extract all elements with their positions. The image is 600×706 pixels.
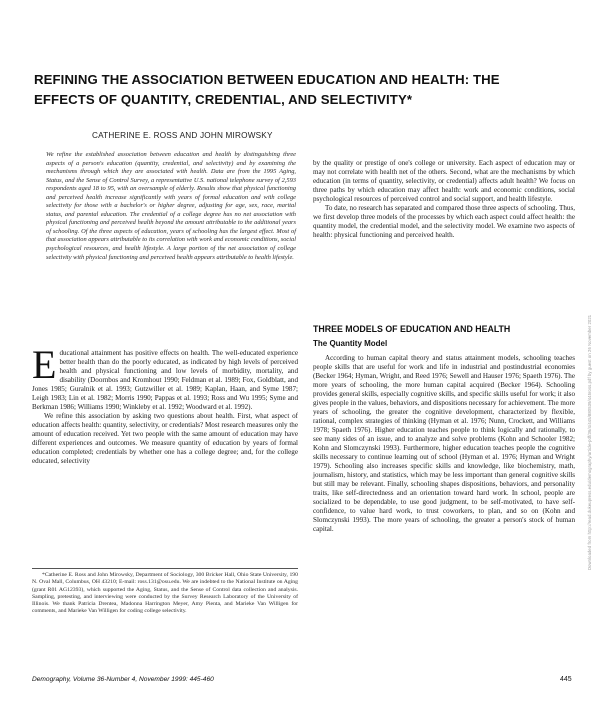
right-column-top xyxy=(313,159,575,240)
journal-citation: Demography, Volume 36-Number 4, November 1999: 445-460 xyxy=(32,676,214,683)
page-number: 445 xyxy=(560,676,572,683)
subsection-heading: The Quantity Model xyxy=(313,339,388,348)
drop-cap: E xyxy=(32,342,57,387)
intro-paragraph-text: ducational attainment has positive effects on health. The well-educated experience better health than do the poorly educated, as indicated by high levels of perceived health and physical functioning and low levels of morbidity, mortality, and disability (Doornbos and Kromhout 1990; Feldman et al. 1989; Fox, Goldblatt, and Jones 1985; Guralnik et al. 1993; Gutzwiller et al. 1989; Kaplan, Haan, and Syme 1987; Leigh 1983; Lin et al. 1982; Morris 1990; Pappas et al. 1993; Ross and Wu 1995; Syme and Berkman 1986; Williams 1990; Winkleby et al. 1992; Woodward et al. 1992). xyxy=(32,349,298,411)
intro-paragraph xyxy=(32,342,298,412)
title-footnote-marker: * xyxy=(406,92,413,107)
download-watermark xyxy=(584,140,596,570)
footnote-divider xyxy=(32,568,298,569)
right-paragraph-1: by the quality or prestige of one's college or university. Each aspect of education may or may not correlate with health net of the others. Second, what are the mechanisms by which education (in terms of quantity, selectivity, or credential) affects adult health? We focus on three paths by which education may affect health: work and economic conditions, social psychological resources of perceived control and social support, and health lifestyle. xyxy=(313,159,575,203)
left-column xyxy=(32,342,298,466)
section-heading: THREE MODELS OF EDUCATION AND HEALTH xyxy=(313,324,511,334)
right-paragraph-2: To date, no research has separated and compared those three aspects of schooling. Thus, we first develop three models of the processes by which each aspect could affect health: the quantity model, the credential model, and the selectivity model. We examine two aspects of health: physical functioning and perceived health. xyxy=(313,203,575,239)
article-title xyxy=(34,70,534,110)
quantity-model-paragraph: According to human capital theory and status attainment models, schooling teaches people skills that are useful for work and life in industrial and postindustrial economies (Becker 1964; Hyman, Wright, and Reed 1976; Sewell and Hauser 1976; Spaeth 1976). The more years of schooling, the more human capital acquired (Becker 1964). Schooling provides general skills, especially cognitive skills, and specific skills useful for work; it also gives people in the values, behaviors, and dispositions necessary for achievement. The more years of schooling, the greater the cognitive development, characterized by flexible, rational, complex strategies of thinking (Hyman et al. 1976; Nunn, Crockett, and Williams 1978; Spaeth 1976). Higher education teaches people to think logically and rationally, to see many sides of an issue, and to analyze and solve problems (Kohn and Schooler 1982; Kohn and Slomczynski 1993). Furthermore, higher education teaches people the cognitive skills necessary to continue learning out of school (Hyman et al. 1976; Hyman and Wright 1979). Schooling also increases specific skills and knowledge, like biochemistry, math, journalism, history, and statistics, which may be less important than general cognitive skills but still may be relevant. Finally, schooling shapes dispositions, behaviors, and personality traits, like self-directedness and an orientation toward hard work. In school, people are socialized to be dependable, to use good judgment, to be self-motivated, to have self-confidence, to value hard work, to trust coworkers, to plan, and so on (Kohn and Slomczynski 1993). The more years of schooling, the greater a person's stock of human capital. xyxy=(313,354,575,533)
download-watermark-text: Downloaded from http://read.dukeupress.edu/demography/article-pdf/36/4/445/880539/445ross.pdf by guest on 26 November 2021 xyxy=(587,314,592,570)
article-title-text: REFINING THE ASSOCIATION BETWEEN EDUCATION AND HEALTH: THE EFFECTS OF QUANTITY, CREDENTIAL, AND SELECTIVITY xyxy=(34,72,500,107)
right-column-bottom xyxy=(313,354,575,534)
abstract: We refine the established association between education and health by distinguishing three aspects of a person's education (quantity, credential, and selectivity) and by examining the mechanisms through which they are associated with health. Data are from the 1995 Aging, Status, and the Sense of Control Survey, a representative U.S. national telephone survey of 2,593 respondents aged 18 to 95, with an oversample of elderly. Results show that physical functioning and perceived health increase significantly with years of formal education and with college selectivity for those with a bachelor's or higher degree, adjusting for age, sex, race, marital status, and parental education. The credential of a college degree has no net association with physical functioning and perceived health beyond the amount attributable to the additional years of schooling. Of the three aspects of education, years of schooling has the largest effect. Most of that association appears attributable to its correlation with work and economic conditions, social psychological resources, and health lifestyle. A large portion of the net association of college selectivity with physical functioning and perceived health appears attributable to health lifestyle. xyxy=(46,151,296,261)
author-footnote: *Catherine E. Ross and John Mirowsky, Department of Sociology, 300 Bricker Hall, Ohio State University, 190 N. Oval Mall, Columbus, OH 43210; E-mail: ross.131@osu.edu. We are indebted to the National Institute on Aging (grant R01 AG12393), which supported the Aging, Status, and the Sense of Control data collection and analysis. Sampling, pretesting, and interviewing were conducted by the Survey Research Laboratory of the University of Illinois. We thank Patricia Drentea, Madonna Harrington Meyer, Amy Pienta, and Marieke Van Willigen for comments, and Marieke Van Willigen for coding college selectivity. xyxy=(32,572,298,615)
article-authors: CATHERINE E. ROSS AND JOHN MIROWSKY xyxy=(92,131,273,140)
left-paragraph-2: We refine this association by asking two questions about health. First, what aspect of education affects health: quantity, selectivity, or credentials? Most research measures only the amount of education received. Yet two people with the same amount of education may have different experiences and outcomes. We measure quantity of education by years of formal education completed; credentials by whether one has a college degree; and, for the college educated, selectivity xyxy=(32,411,298,465)
